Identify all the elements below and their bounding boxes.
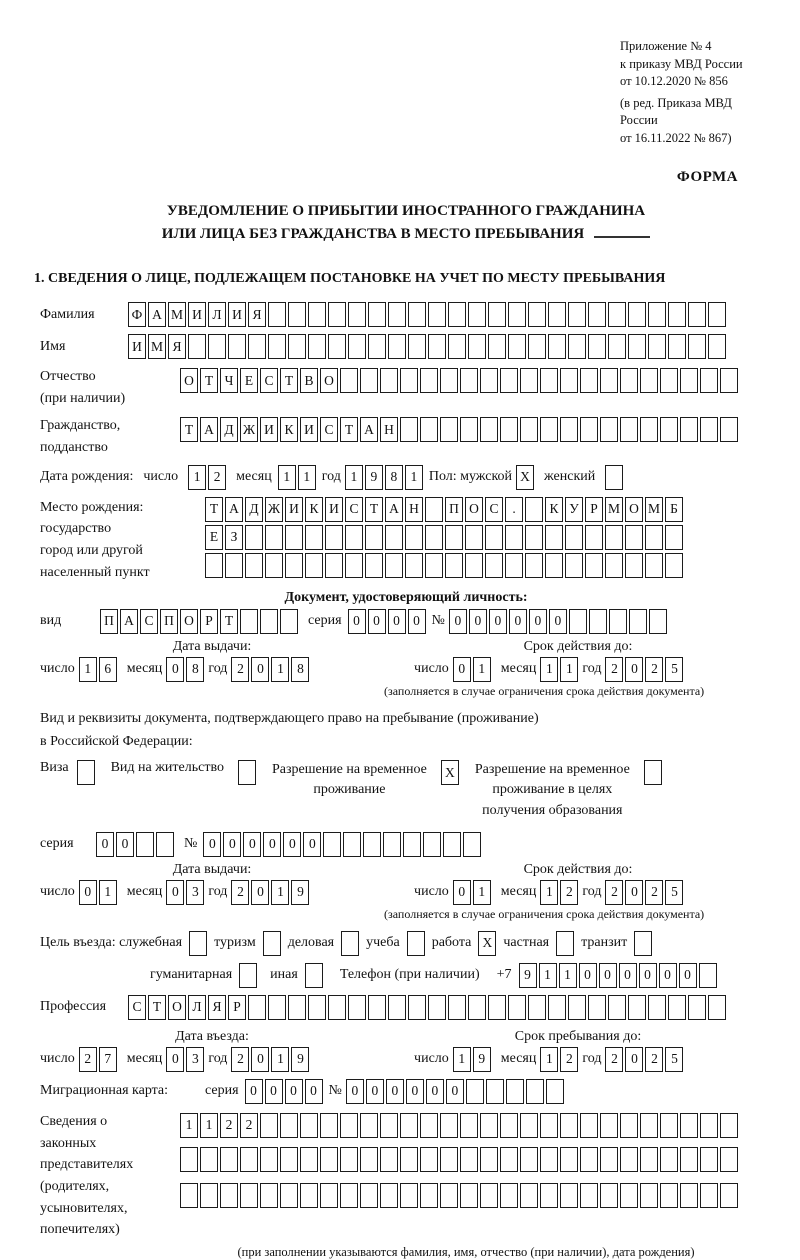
otchestvo-label: Отчество (при наличии) [40,369,126,406]
migration-card-label: Миграционная карта: [40,1083,169,1099]
row-doc-vid [40,608,772,635]
row-familiya [40,301,772,328]
day-label: число [414,661,449,676]
representatives-note: (при заполнении указываются фамилия, имя, отчество (при наличии), дата рождения) [237,1245,695,1260]
stay-until-label: Срок пребывания до: [514,1028,642,1044]
purpose-official-checkbox[interactable] [189,931,207,956]
permit-nomer-boxes[interactable]: 0 0 0 0 0 0 [203,832,481,857]
form-title-line2: ИЛИ ЛИЦА БЕЗ ГРАЖДАНСТВА В МЕСТО ПРЕБЫВАНИЯ [40,223,772,246]
purpose-business-checkbox[interactable] [341,931,359,956]
row-birthplace [40,497,772,584]
form-title-line1: УВЕДОМЛЕНИЕ О ПРИБЫТИИ ИНОСТРАННОГО ГРАЖДАНИНА [166,203,646,219]
doc-dates [40,639,772,699]
entry-stay-dates [40,1029,772,1072]
purpose-study-label: учеба [366,935,400,951]
residence-permit-option [111,760,256,785]
permit-seriya-boxes[interactable]: 0 0 [96,832,174,857]
purpose-other-checkbox[interactable] [305,963,323,988]
entry-date-col [40,1029,384,1072]
phone-boxes[interactable]: 9 1 1 0 0 0 0 0 0 [519,963,717,988]
familiya-label: Фамилия [40,306,95,322]
permit-expiry-day-boxes[interactable]: 0 1 [453,880,491,905]
grazhdanstvo-label: Гражданство, подданство [40,418,121,456]
sex-female-label: женский [544,469,596,485]
day-label: число [414,884,449,900]
month-label: месяц [500,1051,537,1067]
purpose-tourism-label: туризм [214,935,256,951]
permit-issue-col [40,862,384,905]
month-label: месяц [500,884,537,900]
temp-residence-edu-option [475,760,662,821]
annex-header [620,38,772,147]
doc-issue-col [40,639,384,682]
representatives-label: Сведения о законных представителях (родителях, усыновителях, попечителях) [40,1113,134,1238]
form-title [40,200,772,245]
doc-seriya-boxes[interactable]: 0 0 0 0 [348,609,426,634]
forma-label: ФОРМА [676,169,738,185]
year-label: год [582,884,602,900]
birth-year-boxes[interactable]: 1 9 8 1 [345,465,423,490]
migr-nomer-boxes[interactable]: 0 0 0 0 0 0 [346,1079,564,1104]
permit-expiry-col [384,862,772,922]
year-label: год [208,884,228,900]
annex-edit-line: (в ред. Приказа МВД России [620,95,732,127]
stay-year-boxes[interactable]: 2 0 2 5 [605,1047,683,1072]
purpose-humanitarian-label: гуманитарная [150,967,233,983]
representatives-row3-boxes[interactable] [180,1183,738,1208]
month-label: месяц [126,1051,163,1067]
year-label: год [208,661,228,676]
sex-male-label: Пол: мужской [428,469,513,485]
row-entry-purpose2 [150,962,772,989]
row-imya [40,333,772,360]
day-label: число [40,884,75,900]
day-label: число [414,1051,449,1067]
permit-expiry-month-boxes[interactable]: 1 2 [540,880,578,905]
permit-issue-year-boxes[interactable]: 2 0 1 9 [231,880,309,905]
birthplace-label: Место рождения: государство город или другой населенный пункт [40,499,150,580]
doc-expiry-month-boxes[interactable]: 1 1 [540,657,578,682]
sex-female-checkbox[interactable] [605,465,623,490]
year-label: год [321,469,341,485]
year-label: год [208,1051,228,1067]
month-label: месяц [126,661,163,676]
residence-permit-label: Вид на жительство [110,760,224,776]
grazhdanstvo-boxes[interactable]: Т А Д Ж И К И С Т А Н [180,417,738,442]
birthplace-boxes-block [205,497,683,583]
expiry-note: (заполняется в случае ограничения срока действия документа) [384,683,705,698]
birth-day-boxes[interactable]: 1 2 [188,465,226,490]
migr-nomer-label: № [328,1083,342,1099]
entry-day-boxes[interactable]: 2 7 [79,1047,117,1072]
representatives-row1-boxes[interactable]: 1 1 2 2 [180,1113,738,1138]
expiry-date-label: Срок действия до: [523,638,633,654]
birthplace-row1-boxes[interactable]: Т А Д Ж И К И С Т А Н П О С . К У Р М О М Б [205,497,683,522]
migr-seriya-label: серия [205,1083,239,1099]
residence-doc-types [40,760,772,821]
expiry-note: (заполняется в случае ограничения срока действия документа) [384,906,705,921]
temp-residence-edu-checkbox[interactable] [644,760,662,785]
doc-seriya-label: серия [308,613,342,628]
annex-line: от 10.12.2020 № 856 [620,74,728,88]
purpose-private-label: частная [503,935,550,951]
purpose-tourism-checkbox[interactable] [263,931,281,956]
purpose-transit-label: транзит [581,935,628,951]
residence-doc-paragraph: Вид и реквизиты документа, подтверждающего право на пребывание (проживание) в Российской Федерации: [40,710,539,750]
phone-prefix: +7 [496,967,512,983]
birthplace-row2-boxes[interactable]: Е З [205,525,683,550]
profession-boxes[interactable]: С Т О Л Я Р [128,995,726,1020]
doc-expiry-year-boxes[interactable]: 2 0 2 5 [605,657,683,682]
visa-option [40,760,95,785]
annex-line: к приказу МВД России [620,56,743,71]
doc-issue-day-boxes[interactable]: 1 6 [79,657,117,682]
row-migration-card [40,1078,772,1105]
imya-label: Имя [40,338,66,354]
permit-issue-month-boxes[interactable]: 0 3 [166,880,204,905]
month-label: месяц [126,884,163,900]
doc-expiry-col [384,639,772,699]
temp-residence-option [272,760,459,801]
purpose-other-label: иная [270,967,298,983]
purpose-study-checkbox[interactable] [407,931,425,956]
doc-expiry-day-boxes[interactable]: 0 1 [453,657,491,682]
row-grazhdanstvo [40,415,772,458]
temp-residence-edu-label: Разрешение на временное проживание в целях получения образования [474,762,630,818]
purpose-business-label: деловая [287,935,335,951]
visa-checkbox[interactable] [77,760,95,785]
issue-date-label: Дата выдачи: [172,861,252,877]
sex-male-checkbox[interactable]: X [516,465,534,490]
profession-label: Профессия [40,999,107,1015]
month-label: месяц [236,469,272,485]
temp-residence-label: Разрешение на временное проживание [271,762,427,798]
month-label: месяц [500,661,537,676]
expiry-date-label: Срок действия до: [523,861,633,877]
purpose-official-label: Цель въезда: служебная [40,935,183,951]
entry-month-boxes[interactable]: 0 3 [166,1047,204,1072]
stay-until-col [384,1029,772,1072]
phone-label: Телефон (при наличии) [339,967,480,983]
doc-issue-year-boxes[interactable]: 2 0 1 8 [231,657,309,682]
imya-boxes[interactable]: И М Я [128,334,726,359]
day-label: число [40,661,75,676]
section1-heading: 1. СВЕДЕНИЯ О ЛИЦЕ, ПОДЛЕЖАЩЕМ ПОСТАНОВКЕ НА УЧЕТ ПО МЕСТУ ПРЕБЫВАНИЯ [34,271,666,286]
stay-month-boxes[interactable]: 1 2 [540,1047,578,1072]
migr-seriya-boxes[interactable]: 0 0 0 0 [245,1079,323,1104]
birth-month-boxes[interactable]: 1 1 [278,465,316,490]
year-label: год [582,1051,602,1067]
annex-line: Приложение № 4 [620,39,712,53]
permit-issue-day-boxes[interactable]: 0 1 [79,880,117,905]
stay-day-boxes[interactable]: 1 9 [453,1047,491,1072]
row-representatives [40,1111,772,1241]
purpose-work-checkbox[interactable]: X [478,931,496,956]
doc-nomer-label: № [431,613,445,628]
permit-expiry-year-boxes[interactable]: 2 0 2 5 [605,880,683,905]
permit-nomer-label: № [184,836,198,852]
purpose-work-label: работа [431,935,472,951]
visa-label: Виза [40,760,69,776]
familiya-boxes[interactable]: Ф А М И Л И Я [128,302,726,327]
birthdate-label: Дата рождения: [40,469,134,485]
purpose-private-checkbox[interactable] [556,931,574,956]
purpose-transit-checkbox[interactable] [634,931,652,956]
entry-date-label: Дата въезда: [175,1028,249,1044]
day-label: число [143,469,179,485]
day-label: число [40,1051,75,1067]
doc-vid-boxes[interactable]: П А С П О Р Т [100,609,298,634]
doc-issue-month-boxes[interactable]: 0 8 [166,657,204,682]
issue-date-label: Дата выдачи: [172,638,252,654]
row-entry-purpose [40,930,772,957]
doc-nomer-boxes[interactable]: 0 0 0 0 0 0 [449,609,667,634]
row-otchestvo [40,366,772,409]
row-profession [40,994,772,1021]
otchestvo-boxes[interactable]: О Т Ч Е С Т В О [180,368,738,393]
permit-seriya-label: серия [40,836,74,852]
title-blank-line [594,236,650,238]
entry-year-boxes[interactable]: 2 0 1 9 [231,1047,309,1072]
annex-edit-line: от 16.11.2022 № 867) [620,130,732,145]
temp-residence-checkbox[interactable]: X [441,760,459,785]
purpose-humanitarian-checkbox[interactable] [239,963,257,988]
representatives-row2-boxes[interactable] [180,1147,738,1172]
residence-permit-checkbox[interactable] [238,760,256,785]
year-label: год [582,661,602,676]
identity-doc-heading: Документ, удостоверяющий личность: [284,589,528,605]
row-permit-seriya [40,831,772,858]
birthplace-row3-boxes[interactable] [205,553,683,578]
row-birthdate [40,464,772,491]
doc-vid-label: вид [40,613,62,628]
permit-dates [40,862,772,922]
